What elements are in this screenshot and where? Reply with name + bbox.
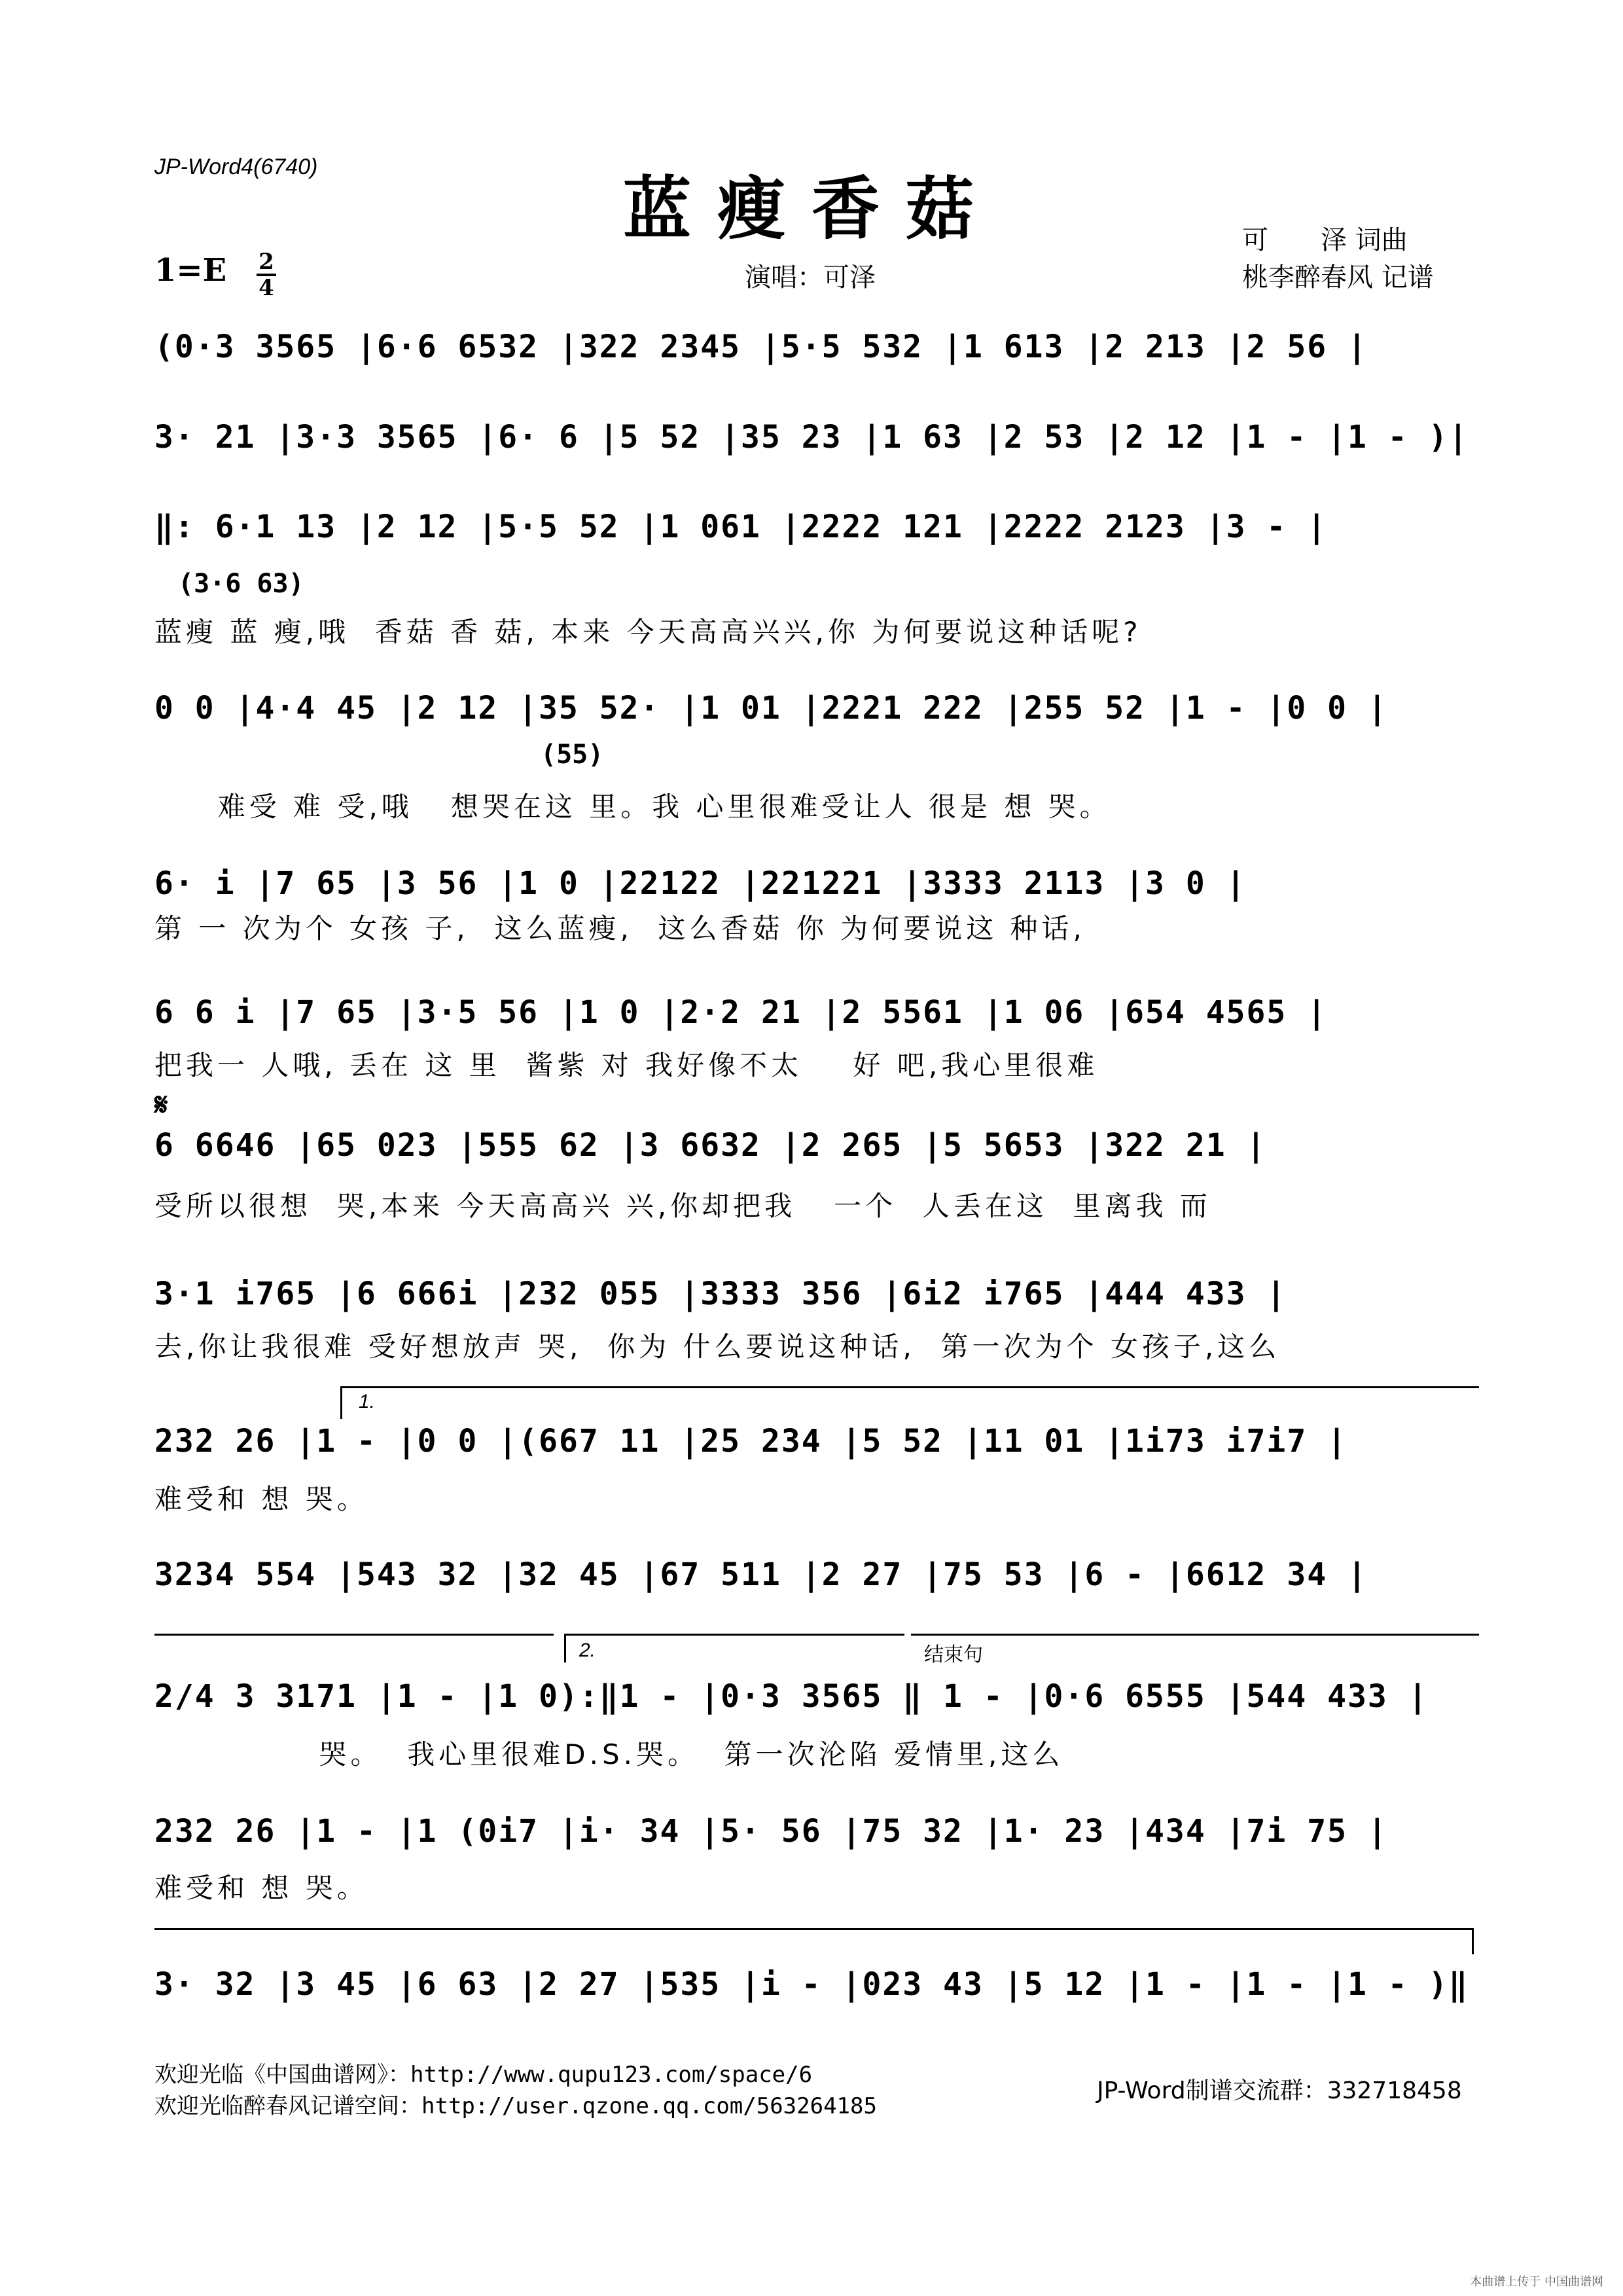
ending-line <box>911 1634 1479 1636</box>
notation-text: 6 6 i |7 65 |3·5 56 |1 0 |2·2 21 |2 5561 |1 06 |654 4565 | <box>154 994 1328 1031</box>
time-numerator: 2 <box>259 249 274 275</box>
notation-text: 3· 32 |3 45 |6 63 |2 27 |535 |i - |023 43 |5 12 |1 - |1 - |1 - )‖ <box>154 1966 1469 2003</box>
lyrics-text: 哭。 我心里很难D.S.哭。 第一次沦陷 爱情里,这么 <box>154 1738 1064 1770</box>
volta-2-label: 2. <box>579 1640 596 1661</box>
notation-text: 3· 21 |3·3 3565 |6· 6 |5 52 |35 23 |1 63 |2 53 |2 12 |1 - |1 - )| <box>154 419 1469 456</box>
alternate-notes: (55) <box>541 740 604 770</box>
notation-text: 232 26 |1 - |0 0 |(667 11 |25 234 |5 52 |11 01 |1i73 i7i7 | <box>154 1423 1348 1460</box>
lyrics-text: 难受和 想 哭。 <box>154 1483 368 1515</box>
song-title: 蓝瘦香菇 <box>622 168 1000 249</box>
coda-line <box>154 1928 1474 1930</box>
key-signature: 1=E <box>154 252 227 289</box>
lyrics-text: 难受和 想 哭。 <box>154 1872 368 1904</box>
volta-hook <box>340 1386 342 1419</box>
footer-link-qupu[interactable]: 欢迎光临《中国曲谱网》：http://www.qupu123.com/space/6 <box>154 2062 813 2088</box>
footer-group: JP-Word制谱交流群：332718458 <box>1097 2077 1462 2104</box>
notation-text: 3·1 i765 |6 666i |232 055 |3333 356 |6i2 i765 |444 433 | <box>154 1276 1287 1312</box>
volta-hook <box>564 1634 566 1662</box>
watermark-text: 本曲谱上传于 中国曲谱网 <box>1470 2275 1603 2289</box>
ending-label: 结束句 <box>924 1643 983 1666</box>
footer-link-qzone[interactable]: 欢迎光临醉春风记谱空间：http://user.qzone.qq.com/563264185 <box>154 2093 877 2119</box>
lyrics-text: 蓝瘦 蓝 瘦,哦 香菇 香 菇, 本来 今天高高兴兴,你 为何要说这种话呢? <box>154 616 1142 648</box>
alternate-notes: (3·6 63) <box>178 569 304 599</box>
transcriber-credit: 桃李醉春风 记谱 <box>1242 262 1434 293</box>
volta-line <box>340 1386 1479 1388</box>
notation-text: ‖: 6·1 13 |2 12 |5·5 52 |1 061 |2222 121 |2222 2123 |3 - | <box>154 509 1328 545</box>
notation-text: 6 6646 |65 023 |555 62 |3 6632 |2 265 |5 5653 |322 21 | <box>154 1127 1267 1164</box>
time-denominator: 4 <box>259 275 274 301</box>
notation-text: 0 0 |4·4 45 |2 12 |35 52· |1 01 |2221 222 |255 52 |1 - |0 0 | <box>154 690 1388 726</box>
volta-line <box>154 1634 554 1636</box>
software-label: JP-Word4(6740) <box>154 154 318 179</box>
lyrics-text: 受所以很想 哭,本来 今天高高兴 兴,你却把我 一个 人丢在这 里离我 而 <box>154 1190 1211 1222</box>
singer-credit: 演唱：可泽 <box>745 262 876 293</box>
time-signature <box>255 250 277 300</box>
lyrics-text: 去,你让我很难 受好想放声 哭, 你为 什么要说这种话, 第一次为个 女孩子,这么 <box>154 1331 1281 1363</box>
notation-text: 3234 554 |543 32 |32 45 |67 511 |2 27 |75 53 |6 - |6612 34 | <box>154 1556 1368 1593</box>
lyrics-text: 把我一 人哦, 丢在 这 里 酱紫 对 我好像不太 好 吧,我心里很难 <box>154 1049 1099 1081</box>
notation-text: (0·3 3565 |6·6 6532 |322 2345 |5·5 532 |1 613 |2 213 |2 56 | <box>154 329 1368 365</box>
volta-1-label: 1. <box>359 1391 376 1412</box>
notation-text: 232 26 |1 - |1 (0i7 |i· 34 |5· 56 |75 32 |1· 23 |434 |7i 75 | <box>154 1813 1388 1850</box>
notation-text: 6· i |7 65 |3 56 |1 0 |22122 |221221 |3333 2113 |3 0 | <box>154 865 1247 902</box>
notation-text: 2/4 3 3171 |1 - |1 0):‖1 - |0·3 3565 ‖ 1 - |0·6 6555 |544 433 | <box>154 1678 1429 1715</box>
lyricist-composer-credit: 可 泽 词曲 <box>1242 225 1408 255</box>
lyrics-text: 难受 难 受,哦 想哭在这 里。我 心里很难受让人 很是 想 哭。 <box>154 791 1111 823</box>
segno-sign: 𝄋 <box>154 1086 168 1123</box>
coda-hook <box>1472 1928 1474 1954</box>
lyrics-text: 第 一 次为个 女孩 子, 这么蓝瘦, 这么香菇 你 为何要说这 种话, <box>154 912 1086 944</box>
volta-line <box>564 1634 904 1636</box>
